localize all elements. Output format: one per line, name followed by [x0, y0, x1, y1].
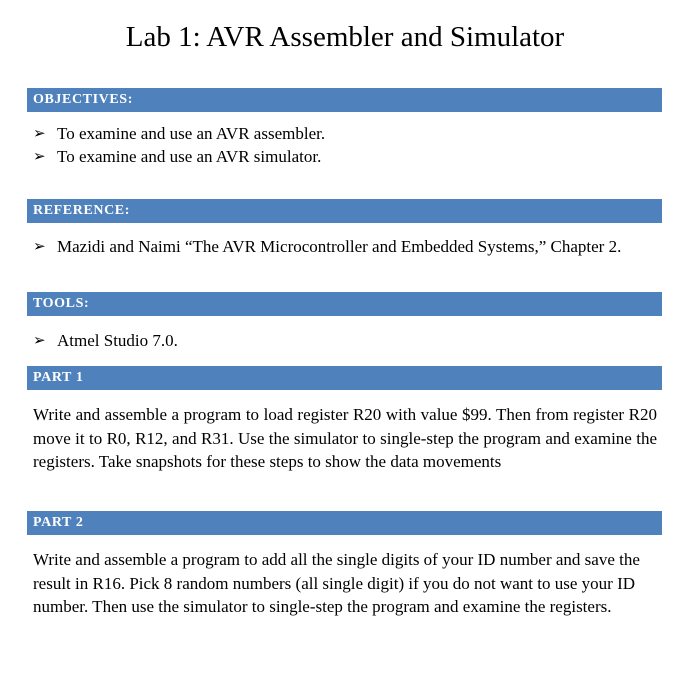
tools-list — [33, 330, 653, 353]
arrowhead-bullet-icon: ➢ — [33, 239, 46, 255]
list-item — [33, 330, 653, 353]
reference-header: REFERENCE: — [27, 199, 662, 223]
list-item — [33, 123, 653, 146]
part2-header: PART 2 — [27, 511, 662, 535]
list-item — [33, 236, 653, 259]
arrowhead-bullet-icon: ➢ — [33, 148, 46, 165]
tool-text: Atmel Studio 7.0. — [57, 331, 178, 350]
part1-header: PART 1 — [27, 366, 662, 390]
objectives-list — [33, 123, 653, 168]
part2-text: Write and assemble a program to add all the single digits of your ID number and save the result in R16. Pick 8 random numbers (all single digit) if you do not want to use your ID number. Then use the simulator to single-step the program and examine the registers. — [33, 550, 640, 616]
arrowhead-bullet-icon: ➢ — [33, 126, 46, 142]
objectives-header: OBJECTIVES: — [27, 88, 662, 112]
reference-list — [33, 236, 653, 259]
arrowhead-bullet-icon: ➢ — [33, 333, 46, 349]
part1-text: Write and assemble a program to load register R20 with value $99. Then from register R20 move it to R0, R12, and R31. Use the simulator to single-step the program and examine the registers. Take snapshots for these steps to show the data movements — [33, 405, 657, 471]
reference-text: Mazidi and Naimi “The AVR Microcontroller and Embedded Systems,” Chapter 2. — [57, 237, 622, 256]
tools-header: TOOLS: — [27, 292, 662, 316]
page-title: Lab 1: AVR Assembler and Simulator — [125, 21, 565, 53]
objective-text: To examine and use an AVR assembler. — [57, 124, 326, 143]
list-item — [33, 146, 653, 169]
objective-text: To examine and use an AVR simulator. — [57, 146, 322, 166]
